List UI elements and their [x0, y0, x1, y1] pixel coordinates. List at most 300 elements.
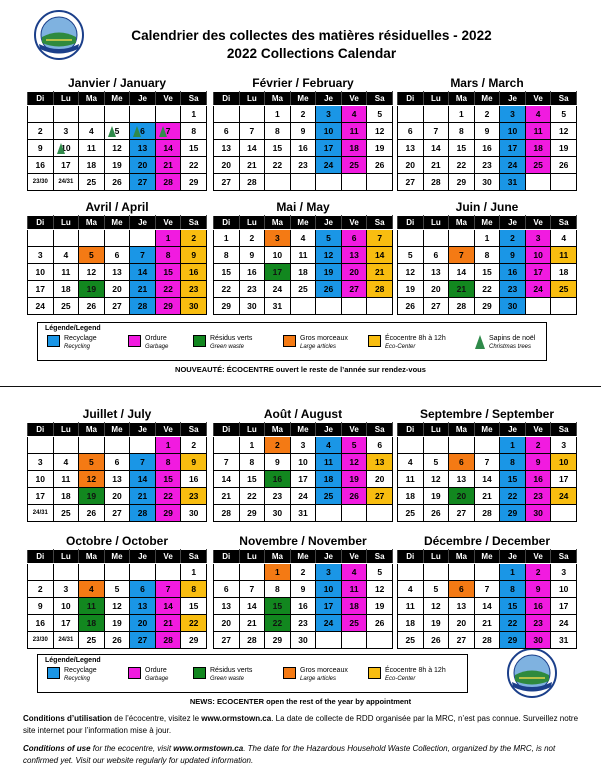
day-cell: 17	[28, 488, 54, 505]
day-cell: 4	[341, 105, 367, 122]
day-cell: 9	[265, 453, 291, 470]
month-title: Janvier / January	[67, 76, 167, 90]
day-cell: 22	[500, 615, 526, 632]
weekday-header: Di	[214, 423, 240, 437]
day-cell: 16	[290, 597, 316, 614]
day-cell	[551, 174, 577, 191]
day-cell: 27	[423, 298, 449, 315]
page-divider	[0, 386, 601, 387]
legend-label: Résidus verts Green waste	[210, 335, 253, 350]
weekday-header: Sa	[551, 423, 577, 437]
day-cell: 24/31	[53, 632, 79, 649]
day-cell: 14	[130, 263, 156, 280]
day-cell	[449, 436, 475, 453]
day-cell: 15	[265, 597, 291, 614]
day-cell: 8	[214, 246, 240, 263]
day-cell	[423, 229, 449, 246]
day-cell: 8	[500, 453, 526, 470]
day-cell: 23/30	[28, 174, 54, 191]
day-cell: 30	[525, 505, 551, 522]
day-cell: 28	[367, 281, 393, 298]
day-cell: 2	[28, 122, 54, 139]
day-cell: 25	[79, 174, 105, 191]
day-cell: 18	[398, 615, 424, 632]
day-cell: 6	[214, 122, 240, 139]
day-cell: 20	[367, 470, 393, 487]
day-cell	[104, 105, 130, 122]
day-cell: 8	[155, 453, 181, 470]
day-cell: 8	[181, 122, 207, 139]
day-cell: 29	[155, 505, 181, 522]
day-cell	[53, 229, 79, 246]
weekday-header: Lu	[53, 216, 79, 230]
month-2	[397, 76, 577, 191]
weekday-header: Di	[28, 216, 54, 230]
weekday-header: Je	[130, 216, 156, 230]
day-cell: 23	[525, 615, 551, 632]
legend-label: Recyclage Recycling	[64, 667, 97, 682]
day-cell: 19	[398, 281, 424, 298]
color-swatch	[368, 667, 381, 679]
day-cell	[474, 563, 500, 580]
day-cell: 3	[28, 453, 54, 470]
day-cell: 7	[214, 453, 240, 470]
day-cell: 21	[130, 281, 156, 298]
legend-label: Gros morceaux Large articles	[300, 335, 348, 350]
day-cell	[79, 229, 105, 246]
day-cell	[214, 436, 240, 453]
day-cell: 3	[53, 580, 79, 597]
weekday-header: Je	[316, 216, 342, 230]
day-cell: 27	[214, 632, 240, 649]
day-cell: 19	[104, 157, 130, 174]
day-cell: 18	[551, 263, 577, 280]
day-cell: 10	[525, 246, 551, 263]
day-cell	[290, 174, 316, 191]
weekday-header: Ma	[265, 550, 291, 564]
day-cell: 26	[398, 298, 424, 315]
day-cell: 7	[130, 246, 156, 263]
legend-title: Légende/Legend	[45, 657, 101, 664]
month-title: Mars / March	[450, 76, 524, 90]
day-cell: 23	[290, 615, 316, 632]
day-cell: 25	[53, 298, 79, 315]
day-cell	[551, 505, 577, 522]
day-cell	[104, 436, 130, 453]
day-cell: 21	[130, 488, 156, 505]
day-cell: 17	[551, 470, 577, 487]
day-cell: 5	[341, 436, 367, 453]
day-cell: 6	[214, 580, 240, 597]
day-cell: 5	[398, 246, 424, 263]
weekday-header: Me	[474, 92, 500, 106]
day-cell: 10	[316, 122, 342, 139]
weekday-header: Ma	[79, 423, 105, 437]
day-cell	[341, 298, 367, 315]
day-cell: 9	[500, 246, 526, 263]
day-cell: 19	[423, 615, 449, 632]
day-cell: 14	[214, 470, 240, 487]
color-swatch	[128, 335, 141, 347]
day-cell: 16	[474, 139, 500, 156]
day-cell: 11	[398, 470, 424, 487]
day-cell	[367, 174, 393, 191]
day-cell: 28	[423, 174, 449, 191]
tree-icon	[475, 335, 485, 349]
day-cell: 16	[290, 139, 316, 156]
month-title: Avril / April	[85, 200, 149, 214]
day-cell: 28	[130, 505, 156, 522]
day-cell: 23	[239, 281, 265, 298]
month-title: Septembre / September	[419, 407, 555, 421]
day-cell: 9	[181, 246, 207, 263]
month-title: Juillet / July	[82, 407, 152, 421]
day-cell: 15	[474, 263, 500, 280]
day-cell: 8	[239, 453, 265, 470]
day-cell: 24	[316, 157, 342, 174]
day-cell: 26	[551, 157, 577, 174]
weekday-header: Sa	[551, 216, 577, 230]
day-cell: 21	[214, 488, 240, 505]
day-cell: 9	[525, 580, 551, 597]
day-cell: 13	[104, 470, 130, 487]
news-english: NEWS: ECOCENTER open the rest of the year by appointment	[189, 697, 412, 706]
legend-item	[283, 667, 348, 683]
weekday-header: Sa	[181, 423, 207, 437]
day-cell: 8	[500, 580, 526, 597]
day-cell	[341, 632, 367, 649]
day-cell: 11	[525, 122, 551, 139]
day-cell: 15	[181, 139, 207, 156]
weekday-header: Ma	[79, 550, 105, 564]
day-cell: 4	[53, 246, 79, 263]
day-cell: 25	[525, 157, 551, 174]
day-cell: 28	[449, 298, 475, 315]
day-cell: 16	[500, 263, 526, 280]
day-cell: 6	[104, 246, 130, 263]
day-cell: 17	[551, 597, 577, 614]
day-cell: 20	[130, 615, 156, 632]
day-cell: 19	[551, 139, 577, 156]
day-cell: 26	[341, 488, 367, 505]
day-cell: 2	[181, 436, 207, 453]
day-cell: 3	[28, 246, 54, 263]
weekday-header: Ve	[341, 92, 367, 106]
day-cell: 24	[265, 281, 291, 298]
day-cell: 13	[104, 263, 130, 280]
day-cell: 15	[500, 470, 526, 487]
weekday-header: Sa	[367, 216, 393, 230]
weekday-header: Je	[500, 550, 526, 564]
day-cell: 17	[525, 263, 551, 280]
day-cell: 1	[265, 105, 291, 122]
day-cell: 9	[290, 122, 316, 139]
day-cell: 23	[181, 488, 207, 505]
legend-item	[47, 667, 97, 683]
weekday-header: Ve	[155, 550, 181, 564]
day-cell: 21	[367, 263, 393, 280]
weekday-header: Lu	[239, 550, 265, 564]
day-cell	[130, 229, 156, 246]
day-cell: 14	[474, 597, 500, 614]
day-cell	[551, 298, 577, 315]
day-cell: 12	[79, 470, 105, 487]
day-cell: 25	[398, 505, 424, 522]
day-cell: 1	[155, 436, 181, 453]
day-cell: 20	[214, 157, 240, 174]
weekday-header: Sa	[181, 550, 207, 564]
day-cell	[214, 105, 240, 122]
day-cell: 2	[525, 563, 551, 580]
day-cell: 11	[341, 580, 367, 597]
day-cell: 19	[423, 488, 449, 505]
day-cell: 30	[239, 298, 265, 315]
day-cell: 26	[316, 281, 342, 298]
day-cell: 7	[449, 246, 475, 263]
legend-label: Sapins de noël Christmas trees	[489, 335, 536, 350]
weekday-header: Je	[500, 216, 526, 230]
day-cell: 16	[265, 470, 291, 487]
day-cell: 26	[79, 505, 105, 522]
day-cell: 27	[104, 505, 130, 522]
weekday-header: Ma	[79, 92, 105, 106]
day-cell: 31	[290, 505, 316, 522]
day-cell: 4	[398, 453, 424, 470]
day-cell	[474, 436, 500, 453]
day-cell	[130, 105, 156, 122]
day-cell: 18	[53, 281, 79, 298]
month-6	[27, 407, 207, 522]
day-cell	[104, 229, 130, 246]
day-cell: 9	[181, 453, 207, 470]
legend-top	[37, 322, 547, 361]
day-cell	[367, 632, 393, 649]
day-cell: 6	[449, 580, 475, 597]
day-cell: 13	[423, 263, 449, 280]
day-cell	[316, 174, 342, 191]
day-cell: 30	[474, 174, 500, 191]
day-cell: 25	[398, 632, 424, 649]
day-cell: 30	[181, 298, 207, 315]
title-french: Calendrier des collectes des matières résiduelles - 2022	[131, 28, 492, 43]
day-cell: 6	[130, 122, 156, 139]
day-cell: 1	[449, 105, 475, 122]
weekday-header: Sa	[551, 92, 577, 106]
day-cell	[53, 105, 79, 122]
day-cell: 13	[367, 453, 393, 470]
weekday-header: Ma	[79, 216, 105, 230]
weekday-header: Ma	[265, 216, 291, 230]
day-cell: 5	[79, 246, 105, 263]
day-cell: 3	[525, 229, 551, 246]
weekday-header: Je	[500, 92, 526, 106]
day-cell: 21	[423, 157, 449, 174]
day-cell: 17	[53, 615, 79, 632]
weekday-header: Me	[104, 92, 130, 106]
day-cell: 19	[316, 263, 342, 280]
day-cell: 27	[449, 505, 475, 522]
day-cell: 21	[155, 615, 181, 632]
day-cell: 5	[104, 122, 130, 139]
day-cell: 7	[367, 229, 393, 246]
day-cell: 4	[79, 122, 105, 139]
weekday-header: Di	[398, 92, 424, 106]
day-cell: 28	[239, 174, 265, 191]
color-swatch	[283, 667, 296, 679]
day-cell: 10	[551, 453, 577, 470]
day-cell: 18	[525, 139, 551, 156]
day-cell: 17	[500, 139, 526, 156]
day-cell: 25	[79, 632, 105, 649]
day-cell: 25	[341, 615, 367, 632]
month-title: Octobre / October	[65, 534, 169, 548]
day-cell: 11	[79, 139, 105, 156]
color-swatch	[193, 335, 206, 347]
day-cell: 31	[551, 632, 577, 649]
day-cell: 15	[500, 597, 526, 614]
day-cell: 9	[28, 597, 54, 614]
day-cell: 15	[181, 597, 207, 614]
weekday-header: Lu	[423, 216, 449, 230]
day-cell: 8	[265, 580, 291, 597]
day-cell: 6	[398, 122, 424, 139]
day-cell: 28	[130, 298, 156, 315]
weekday-header: Di	[214, 216, 240, 230]
weekday-header: Sa	[551, 550, 577, 564]
day-cell: 6	[367, 436, 393, 453]
day-cell: 18	[398, 488, 424, 505]
day-cell: 18	[316, 470, 342, 487]
day-cell: 28	[239, 632, 265, 649]
day-cell: 2	[290, 105, 316, 122]
day-cell: 23	[181, 281, 207, 298]
day-cell: 13	[130, 597, 156, 614]
legend-item	[128, 335, 168, 351]
day-cell: 12	[423, 470, 449, 487]
day-cell: 12	[398, 263, 424, 280]
day-cell: 15	[155, 470, 181, 487]
day-cell: 19	[341, 470, 367, 487]
day-cell: 5	[367, 105, 393, 122]
day-cell: 11	[79, 597, 105, 614]
day-cell: 10	[53, 139, 79, 156]
day-cell: 5	[551, 105, 577, 122]
weekday-header: Di	[28, 423, 54, 437]
weekday-header: Sa	[367, 423, 393, 437]
day-cell: 12	[79, 263, 105, 280]
day-cell	[104, 563, 130, 580]
month-0	[27, 76, 207, 191]
day-cell: 4	[398, 580, 424, 597]
weekday-header: Me	[104, 216, 130, 230]
weekday-header: Je	[316, 550, 342, 564]
day-cell: 22	[155, 488, 181, 505]
weekday-header: Ve	[341, 550, 367, 564]
day-cell: 13	[449, 470, 475, 487]
day-cell: 14	[367, 246, 393, 263]
day-cell: 23	[500, 281, 526, 298]
day-cell: 13	[398, 139, 424, 156]
weekday-header: Je	[130, 550, 156, 564]
weekday-header: Ve	[341, 423, 367, 437]
day-cell: 27	[341, 281, 367, 298]
day-cell: 9	[525, 453, 551, 470]
day-cell: 11	[551, 246, 577, 263]
day-cell: 22	[449, 157, 475, 174]
day-cell: 15	[265, 139, 291, 156]
day-cell: 2	[265, 436, 291, 453]
day-cell	[214, 563, 240, 580]
legend-label: Ordure Garbage	[145, 335, 169, 350]
legend-bottom	[37, 654, 468, 693]
day-cell	[290, 298, 316, 315]
day-cell: 29	[265, 632, 291, 649]
day-cell: 18	[79, 157, 105, 174]
weekday-header: Ve	[525, 92, 551, 106]
day-cell	[130, 563, 156, 580]
day-cell: 25	[316, 488, 342, 505]
day-cell: 29	[449, 174, 475, 191]
month-4	[213, 200, 393, 315]
day-cell: 22	[155, 281, 181, 298]
month-title: Mai / May	[276, 200, 330, 214]
month-10	[213, 534, 393, 649]
day-cell: 5	[423, 453, 449, 470]
weekday-header: Je	[316, 423, 342, 437]
day-cell: 4	[79, 580, 105, 597]
month-title: Novembre / November	[239, 534, 367, 548]
month-7	[213, 407, 393, 522]
day-cell: 22	[239, 488, 265, 505]
legend-label: Gros morceaux Large articles	[300, 667, 348, 682]
day-cell: 4	[341, 563, 367, 580]
day-cell: 3	[500, 105, 526, 122]
day-cell: 25	[53, 505, 79, 522]
color-swatch	[193, 667, 206, 679]
legend-item	[128, 667, 168, 683]
day-cell: 7	[155, 580, 181, 597]
day-cell: 23	[265, 488, 291, 505]
day-cell: 29	[155, 298, 181, 315]
footer-english: Conditions of use for the ecocentre, visit www.ormstown.ca. The date for the Hazardous Household Waste Collection, organized by the MRC, is not confirmed yet. Visit our website regularly for updated information.	[23, 744, 556, 765]
day-cell: 12	[104, 597, 130, 614]
day-cell: 18	[290, 263, 316, 280]
day-cell: 30	[265, 505, 291, 522]
day-cell: 6	[423, 246, 449, 263]
day-cell: 22	[265, 157, 291, 174]
legend-label: Ordure Garbage	[145, 667, 169, 682]
day-cell	[79, 105, 105, 122]
day-cell	[79, 563, 105, 580]
day-cell: 15	[155, 263, 181, 280]
day-cell: 27	[367, 488, 393, 505]
day-cell: 23	[474, 157, 500, 174]
day-cell	[130, 436, 156, 453]
day-cell: 29	[474, 298, 500, 315]
weekday-header: Ve	[155, 92, 181, 106]
day-cell: 24	[28, 298, 54, 315]
day-cell: 16	[525, 597, 551, 614]
day-cell: 10	[500, 122, 526, 139]
day-cell: 1	[155, 229, 181, 246]
day-cell: 14	[423, 139, 449, 156]
weekday-header: Je	[130, 92, 156, 106]
day-cell: 22	[214, 281, 240, 298]
day-cell: 16	[181, 263, 207, 280]
month-9	[27, 534, 207, 649]
weekday-header: Je	[500, 423, 526, 437]
day-cell: 26	[79, 298, 105, 315]
